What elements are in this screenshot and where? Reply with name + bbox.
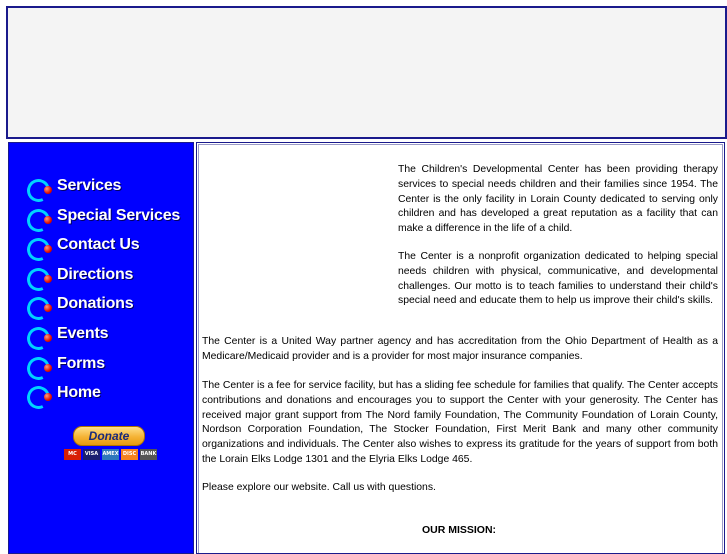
bank-icon: BANK xyxy=(140,449,157,460)
amex-icon: AMEX xyxy=(102,449,119,460)
intro-paragraph: The Children's Developmental Center has been providing therapy services to special needs children and their families since 1954. The Center is the only facility in Lorain County dedicated to serving only children and has developed a great reputation as a facility that can make a difference in the life of a child. xyxy=(398,164,718,235)
donate-button[interactable]: Donate xyxy=(73,426,145,446)
nav-label[interactable]: Directions xyxy=(57,265,134,283)
nav-label[interactable]: Special Services xyxy=(57,206,181,224)
red-dot-icon xyxy=(44,364,52,372)
nav-label[interactable]: Events xyxy=(57,324,109,342)
explore-paragraph: Please explore our website. Call us with questions. xyxy=(202,482,436,493)
discover-icon: DISC xyxy=(121,449,138,460)
red-dot-icon xyxy=(44,334,52,342)
funding-paragraph: The Center is a fee for service facility, but has a sliding fee schedule for families that qualify. The Center accepts contributions and donations and encourages you to support the Center with your generosity. The Center has received major grant support from The Nord family Foundation, The Community Foundation of Lorain County, Nordson Corporation Foundation, The Stocker Foundation, First Merit Bank and many other community organizations and individuals. The Center also wishes to express its gratitude for the years of support from both the Lorain Elks Lodge 1301 and the Elyria Elks Lodge 465. xyxy=(202,380,718,465)
red-dot-icon xyxy=(44,275,52,283)
sidebar xyxy=(8,142,194,554)
header-banner xyxy=(6,6,727,139)
nav-label[interactable]: Services xyxy=(57,177,122,194)
red-dot-icon xyxy=(44,245,52,253)
nav-label[interactable]: Home xyxy=(57,384,101,402)
nav-label[interactable]: Forms xyxy=(57,354,105,372)
visa-icon: VISA xyxy=(83,449,100,460)
mastercard-icon: MC xyxy=(64,449,81,460)
mission-heading: OUR MISSION: xyxy=(421,524,497,536)
red-dot-icon xyxy=(44,393,52,401)
payment-cards xyxy=(64,449,157,460)
nav-label[interactable]: Donations xyxy=(57,295,134,313)
red-dot-icon xyxy=(44,216,52,224)
nav-label[interactable]: Contact Us xyxy=(57,236,140,254)
nonprofit-paragraph: The Center is a nonprofit organization dedicated to helping special needs children with physical, communicative, and developmental challenges. Our motto is to teach families to understand their child's special need and educate them to help us improve their child's skills. xyxy=(398,251,718,307)
red-dot-icon xyxy=(44,186,52,194)
united-way-paragraph: The Center is a United Way partner agency and has accreditation from the Ohio Department of Health as a Medicare/Medicaid provider and is a provider for most major insurance companies. xyxy=(202,336,718,362)
red-dot-icon xyxy=(44,304,52,312)
